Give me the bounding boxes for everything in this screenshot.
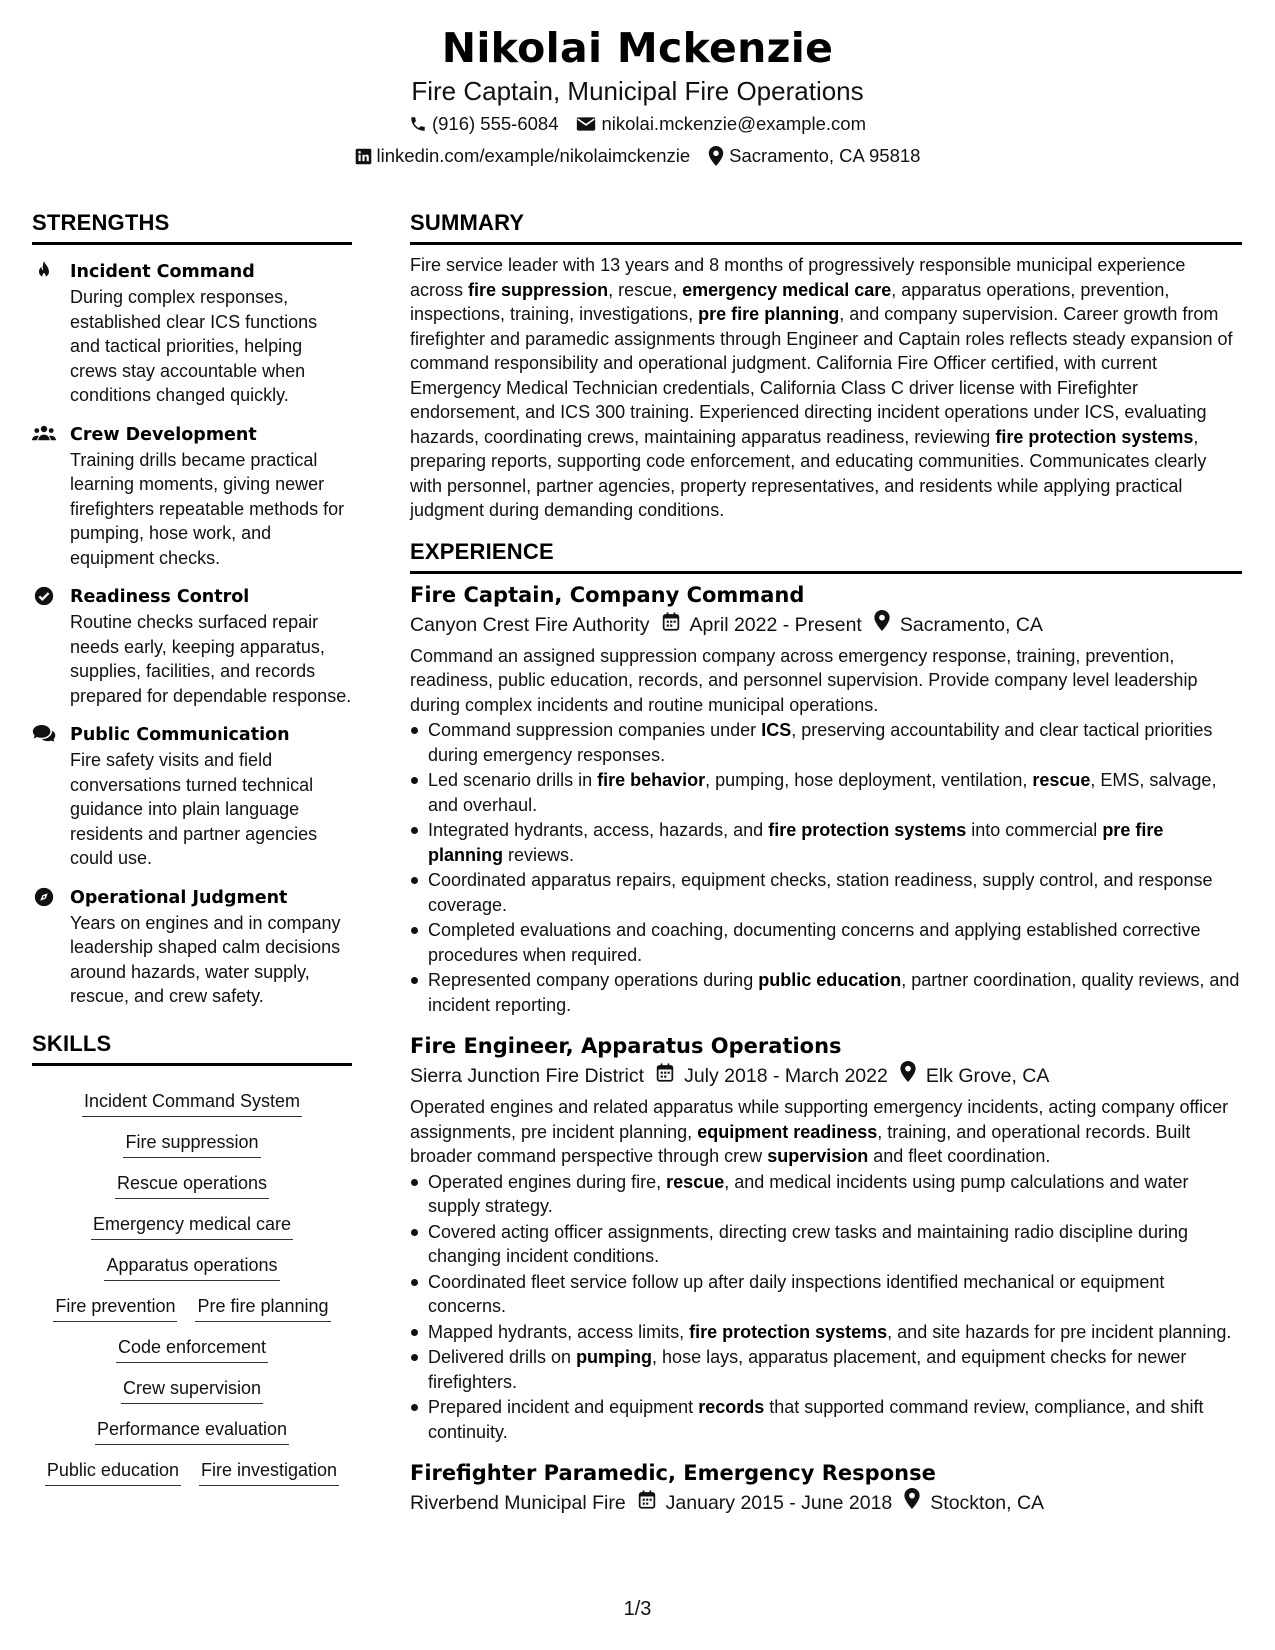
job-meta [410, 1488, 1242, 1518]
skill-tag: Code enforcement [116, 1335, 268, 1363]
strength-body [70, 885, 352, 1009]
text-segment: Prepared incident and equipment [428, 1397, 699, 1417]
compass-icon [32, 885, 56, 1009]
skill-row [53, 1294, 330, 1322]
right-column [410, 210, 1242, 1518]
calendar-icon [662, 610, 680, 640]
strength-item [32, 722, 352, 871]
text-segment: Operated engines during fire, [428, 1171, 667, 1192]
candidate-title: Fire Captain, Municipal Fire Operations [411, 76, 864, 106]
job-entry [410, 1458, 1242, 1518]
strength-description: Training drills became practical learning moments, giving newer firefighters repeatable methods for pumping, hose work, and equipment checks. [70, 449, 345, 568]
job-organization: Riverbend Municipal Fire [410, 1492, 626, 1514]
job-location-text: Sacramento, CA [899, 613, 1043, 636]
strength-body [70, 259, 352, 408]
strengths-heading: STRENGTHS [32, 210, 352, 245]
text-segment: and fleet coordination. [868, 1146, 1051, 1166]
skill-tag: Performance evaluation [95, 1417, 289, 1445]
bold-keyword: fire protection systems [689, 1321, 888, 1342]
job-dates-text: July 2018 - March 2022 [684, 1065, 888, 1087]
text-segment: , preparing reports, supporting code enforcement, and educating communities. Communicates clearly with personnel, partner agencies, property representatives, and residents while applying practical judgment during demanding conditions. [410, 426, 1207, 520]
skill-row [121, 1376, 263, 1404]
map-pin-icon [904, 1488, 920, 1518]
location-text: Sacramento, CA 95818 [729, 145, 921, 166]
skill-row [116, 1335, 268, 1363]
text-segment: , partner coordination, quality reviews, and incident reporting. [428, 970, 1240, 1015]
envelope-icon [576, 116, 596, 132]
text-segment: Completed evaluations and coaching, documenting concerns and applying established corrective procedures when required. [428, 920, 1201, 965]
bold-keyword: pre fire planning [698, 304, 840, 324]
calendar-icon [656, 1061, 674, 1091]
text-segment: Covered acting officer assignments, directing crew tasks and maintaining radio discipline during changing incident conditions. [428, 1221, 1189, 1266]
text-segment: , apparatus operations, prevention, inspections, training, investigations, [410, 279, 1170, 324]
flame-icon [32, 259, 56, 408]
bold-keyword: fire suppression [468, 279, 609, 300]
job-bullet [410, 1270, 1242, 1319]
skill-tag: Fire suppression [123, 1130, 260, 1158]
skill-tag: Fire prevention [53, 1294, 177, 1322]
job-bullet [410, 818, 1242, 867]
bold-keyword: rescue [1032, 770, 1091, 790]
job-location-text: Stockton, CA [930, 1492, 1045, 1514]
text-segment: Fire service leader with 13 years and 8 months of progressively responsible municipal experience across [410, 255, 1186, 300]
job-bullet [410, 1220, 1242, 1269]
email-text[interactable]: nikolai.mckenzie@example.com [601, 113, 867, 134]
bold-keyword: rescue [666, 1171, 725, 1192]
text-segment: Integrated hydrants, access, hazards, and [428, 820, 769, 840]
job-title: Firefighter Paramedic, Emergency Response [410, 1461, 936, 1485]
email-contact[interactable] [576, 108, 866, 140]
job-meta [410, 1061, 1242, 1091]
text-segment: Command suppression companies under [428, 720, 762, 740]
linkedin-text[interactable]: linkedin.com/example/nikolaimckenzie [376, 145, 691, 166]
summary-text [410, 253, 1242, 523]
calendar-icon [638, 1488, 656, 1518]
users-icon [32, 422, 56, 571]
phone-contact [409, 108, 559, 140]
text-segment: Led scenario drills in [428, 770, 598, 790]
text-segment: Coordinated fleet service follow up after daily inspections identified mechanical or equipment concerns. [428, 1271, 1165, 1316]
job-bullets [410, 1170, 1242, 1445]
job-bullet [410, 1395, 1242, 1444]
job-description [410, 644, 1242, 718]
job-organization: Sierra Junction Fire District [410, 1065, 645, 1087]
strength-description: Years on engines and in company leadership shaped calm decisions around hazards, water supply, rescue, and crew safety. [70, 912, 341, 1006]
bold-keyword: pumping [576, 1347, 653, 1367]
strength-description: Routine checks surfaced repair needs early, keeping apparatus, supplies, facilities, and records prepared for dependable response. [70, 612, 352, 706]
strength-title: Public Communication [70, 725, 290, 745]
job-organization: Canyon Crest Fire Authority [410, 613, 650, 636]
skill-row [115, 1171, 269, 1199]
summary-heading: SUMMARY [410, 210, 1242, 245]
skill-tag: Public education [45, 1458, 181, 1486]
bold-keyword: fire protection systems [995, 426, 1194, 447]
text-segment: Operated engines and related apparatus while supporting emergency incidents, acting company officer assignments, pre incident planning, [410, 1097, 1229, 1142]
bold-keyword: equipment readiness [697, 1121, 878, 1142]
bold-keyword: fire behavior [597, 770, 706, 790]
job-entry [410, 580, 1242, 1018]
strength-title: Incident Command [70, 262, 255, 282]
linkedin-icon [355, 148, 372, 165]
text-segment: Command an assigned suppression company across emergency response, training, prevention, readiness, public education, records, and personnel supervision. Provide company level leadership during complex incidents and routine municipal operations. [410, 645, 1198, 715]
job-dates-text: April 2022 - Present [689, 613, 862, 636]
job-title: Fire Captain, Company Command [410, 582, 805, 607]
strength-title: Crew Development [70, 424, 257, 445]
text-segment: that supported command review, compliance, and shift continuity. [428, 1397, 1204, 1442]
text-segment: , rescue, [608, 279, 683, 300]
text-segment: , pumping, hose deployment, ventilation, [705, 770, 1033, 790]
skill-row [91, 1212, 293, 1240]
skill-row [104, 1253, 279, 1281]
contact-row-2 [0, 140, 1275, 172]
job-bullet [410, 768, 1242, 817]
strength-body [70, 584, 352, 708]
experience-heading: EXPERIENCE [410, 539, 1242, 574]
text-segment: , and site hazards for pre incident planning. [887, 1321, 1232, 1342]
strength-body [70, 422, 352, 571]
skills-list [32, 1076, 352, 1486]
strength-body [70, 722, 352, 871]
job-bullet [410, 918, 1242, 967]
comments-icon [32, 722, 56, 871]
job-dates [662, 610, 862, 640]
job-bullet [410, 1320, 1242, 1345]
job-dates-text: January 2015 - June 2018 [665, 1492, 893, 1514]
strength-item [32, 584, 352, 708]
check-circle-icon [32, 584, 56, 708]
strength-description: During complex responses, established clear ICS functions and tactical priorities, helping crews stay accountable when conditions changed quickly. [70, 287, 318, 405]
bold-keyword: fire protection systems [768, 820, 967, 840]
text-segment: Coordinated apparatus repairs, equipment checks, station readiness, supply control, and response coverage. [428, 870, 1213, 915]
skill-tag: Incident Command System [82, 1089, 302, 1117]
bold-keyword: records [698, 1397, 765, 1417]
location-contact [708, 140, 920, 172]
job-bullets [410, 718, 1242, 1017]
candidate-name: Nikolai Mckenzie [441, 24, 834, 72]
phone-text: (916) 555-6084 [431, 113, 559, 134]
strength-description: Fire safety visits and field conversations turned technical guidance into plain language residents and partner agencies could use. [70, 750, 318, 868]
skills-heading: SKILLS [32, 1031, 352, 1066]
strength-title: Readiness Control [70, 587, 250, 607]
text-segment: Delivered drills on [428, 1347, 577, 1367]
job-bullet [410, 868, 1242, 917]
text-segment: Mapped hydrants, access limits, [428, 1321, 690, 1342]
map-pin-icon [874, 610, 890, 640]
text-segment: reviews. [503, 844, 575, 865]
skill-tag: Fire investigation [199, 1458, 339, 1486]
bold-keyword: public education [758, 970, 902, 990]
strength-title: Operational Judgment [70, 887, 288, 908]
skill-row [123, 1130, 260, 1158]
job-meta [410, 610, 1242, 640]
linkedin-contact[interactable] [355, 140, 691, 172]
skill-row [95, 1417, 289, 1445]
text-segment: , EMS, salvage, and overhaul. [428, 770, 1217, 815]
skill-tag: Emergency medical care [91, 1212, 293, 1240]
skill-tag: Apparatus operations [104, 1253, 279, 1281]
job-bullet [410, 1170, 1242, 1219]
job-bullet [410, 718, 1242, 767]
jobs-list [410, 580, 1242, 1519]
job-location [904, 1488, 1044, 1518]
job-dates [638, 1488, 893, 1518]
bold-keyword: emergency medical care [682, 279, 892, 300]
strength-item [32, 259, 352, 408]
text-segment: , training, and operational records. Built broader command perspective through crew [410, 1121, 1191, 1166]
bold-keyword: supervision [767, 1146, 869, 1166]
map-pin-icon [900, 1061, 916, 1091]
strength-item [32, 422, 352, 571]
text-segment: , hose lays, apparatus placement, and equipment checks for newer firefighters. [428, 1347, 1187, 1392]
job-description [410, 1095, 1242, 1169]
job-title: Fire Engineer, Apparatus Operations [410, 1034, 842, 1058]
job-entry [410, 1031, 1242, 1444]
text-segment: , preserving accountability and clear tactical priorities during emergency responses. [428, 720, 1213, 765]
text-segment: , and medical incidents using pump calculations and water supply strategy. [428, 1171, 1189, 1216]
strengths-list [32, 259, 352, 1009]
left-column [32, 210, 352, 1486]
skill-tag: Crew supervision [121, 1376, 263, 1404]
page-number: 1/3 [623, 1598, 652, 1620]
text-segment: Represented company operations during [428, 970, 759, 990]
job-location-text: Elk Grove, CA [925, 1065, 1050, 1087]
skill-row [82, 1089, 302, 1117]
map-pin-icon [708, 146, 724, 166]
phone-icon [409, 115, 427, 133]
resume-header [0, 22, 1275, 172]
job-bullet [410, 1345, 1242, 1394]
job-location [874, 610, 1043, 640]
strength-item [32, 885, 352, 1009]
skill-tag: Rescue operations [115, 1171, 269, 1199]
text-segment: , and company supervision. Career growth from firefighter and paramedic assignments through Engineer and Captain roles reflects steady expansion of command responsibility and operational judgment. California Fire Officer certified, with current Emergency Medical Technician credentials, California Class C driver license with Firefighter endorsement, and ICS 300 training. Experienced directing incident operations under ICS, evaluating hazards, coordinating crews, maintaining apparatus readiness, reviewing [410, 304, 1233, 447]
skill-tag: Pre fire planning [195, 1294, 330, 1322]
skill-row [45, 1458, 339, 1486]
job-location [900, 1061, 1050, 1091]
contact-row-1 [0, 108, 1275, 140]
job-dates [656, 1061, 888, 1091]
text-segment: into commercial [966, 820, 1103, 840]
job-bullet [410, 968, 1242, 1017]
bold-keyword: ICS [761, 720, 792, 740]
bold-keyword: pre fire planning [428, 820, 1164, 865]
